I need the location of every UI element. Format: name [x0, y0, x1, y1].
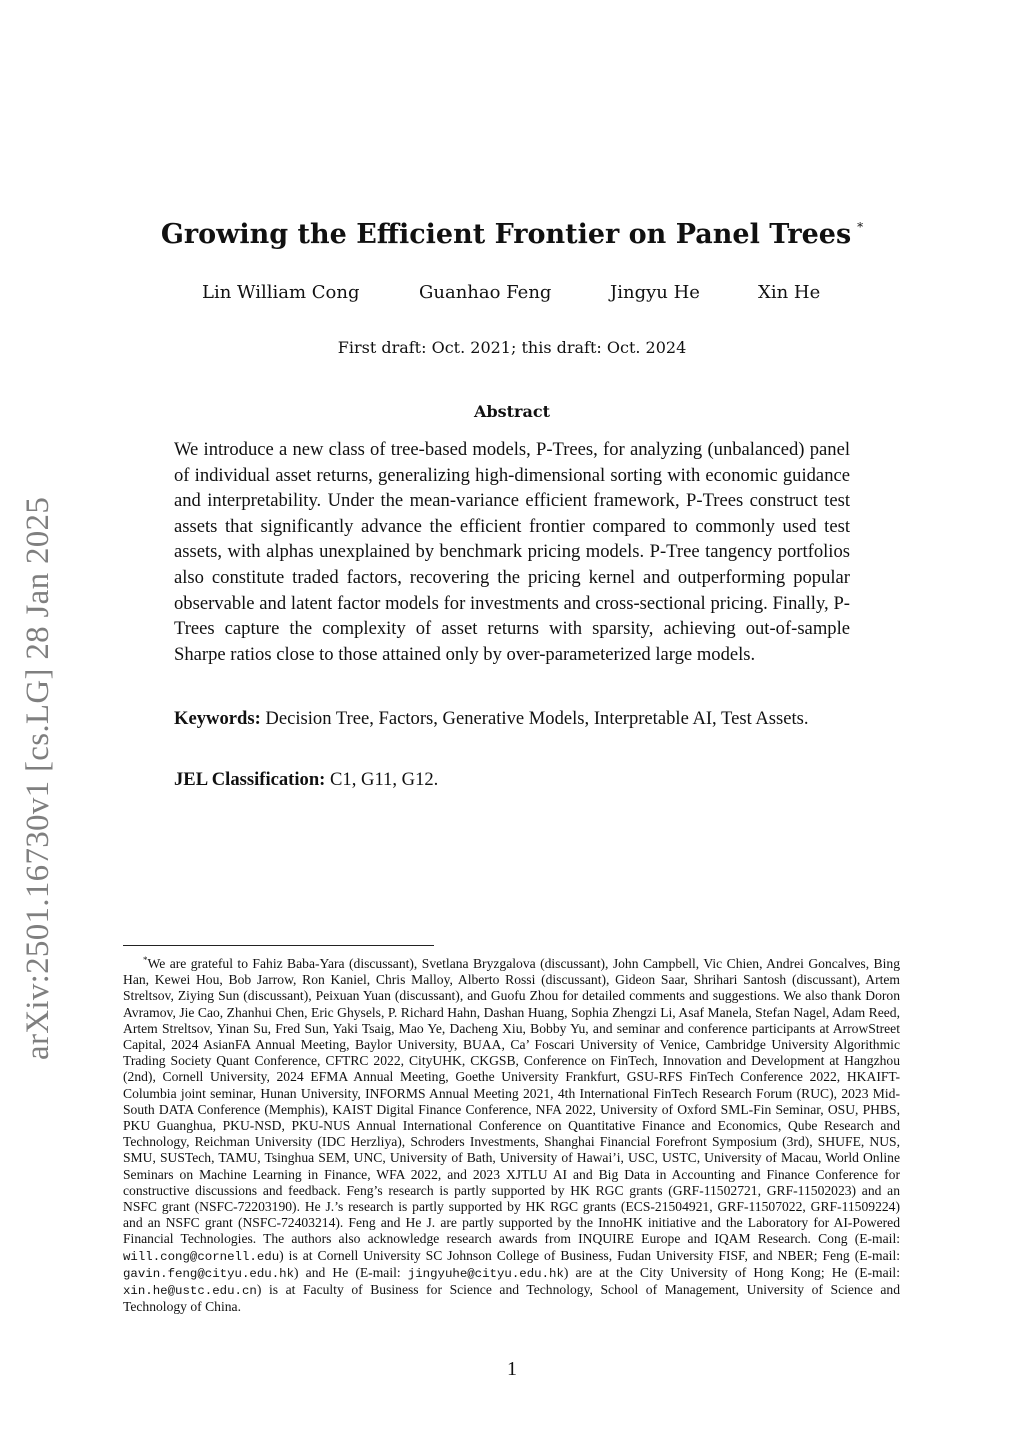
email-cong[interactable]: will.cong@cornell.edu: [123, 1249, 280, 1264]
footnote-text-4: ) are at the City University of Hong Kong; He (E-mail:: [563, 1264, 900, 1280]
footnote-text-5: ) is at Faculty of Business for Science and Technology, School of Management, University of Science and Technology of China.: [123, 1282, 900, 1315]
author-2: Guanhao Feng: [419, 282, 552, 303]
title-footnote-mark: *: [857, 220, 864, 234]
author-3: Jingyu He: [610, 282, 700, 303]
arxiv-identifier-stamp: arXiv:2501.16730v1 [cs.LG] 28 Jan 2025: [20, 496, 56, 1060]
email-feng[interactable]: gavin.feng@cityu.edu.hk: [123, 1266, 295, 1281]
jel-classification-line: [174, 767, 850, 793]
paper-title-text: Growing the Efficient Frontier on Panel Trees: [160, 219, 852, 250]
jel-text: C1, G11, G12.: [330, 769, 439, 790]
abstract-body: We introduce a new class of tree-based models, P-Trees, for analyzing (unbalanced) panel of individual asset returns, generalizing high-dimensional sorting with economic guidance and interpretability. Under the mean-variance efficient framework, P-Trees construct test assets that significantly advance the efficient frontier compared to commonly used test assets, with alphas unexplained by benchmark pricing models. P-Tree tangency portfolios also constitute traded factors, recovering the pricing kernel and outperforming popular observable and latent factor models for investments and cross-sectional pricing. Finally, P-Trees capture the complexity of asset returns with sparsity, achieving out-of-sample Sharpe ratios close to those attained only by over-parameterized large models.: [174, 439, 850, 665]
footnote-divider: [123, 945, 434, 946]
author-1: Lin William Cong: [202, 282, 360, 303]
keywords-text: Decision Tree, Factors, Generative Models, Interpretable AI, Test Assets.: [265, 708, 809, 729]
footnote-mark: *: [143, 955, 148, 965]
footnote-text-3: ) and He (E-mail:: [294, 1264, 408, 1280]
page-number: 1: [507, 1358, 517, 1380]
jel-label: JEL Classification:: [174, 769, 326, 790]
keywords-label: Keywords:: [174, 708, 261, 729]
acknowledgements-footnote: [123, 952, 900, 1315]
footnote-text-2: ) is at Cornell University SC Johnson College of Business, Fudan University FISF, and NBER; Feng (E-mail:: [279, 1247, 900, 1263]
abstract-heading: Abstract: [474, 402, 550, 421]
author-4: Xin He: [758, 282, 821, 303]
email-he-xin[interactable]: xin.he@ustc.edu.cn: [123, 1284, 257, 1299]
email-he-jingyu[interactable]: jingyuhe@cityu.edu.hk: [407, 1266, 564, 1281]
draft-date-line: First draft: Oct. 2021; this draft: Oct. 2024: [337, 338, 687, 357]
paper-title: [0, 219, 1024, 250]
footnote-text-1: We are grateful to Fahiz Baba-Yara (discussant), Svetlana Bryzgalova (discussant), John Campbell, Vic Chien, Andrei Goncalves, Bing Han, Kewei Hou, Bob Jarrow, Ron Kaniel, Chris Malloy, Alberto Rossi (discussant), Gideon Saar, Shrihari Santosh (discussant), Artem Streltsov, Ziying Sun (discussant), Peixuan Yuan (discussant), and Guofu Zhou for detailed comments and suggestions. We also thank Doron Avramov, Jie Cao, Zhanhui Chen, Eric Ghysels, P. Richard Hahn, Dashan Huang, Sophia Zhengzi Li, Asaf Manela, Stefan Nagel, Adam Reed, Artem Streltsov, Yinan Su, Fred Sun, Yaki Tsaig, Mao Ye, Dacheng Xiu, Bobby Yu, and seminar and conference participants at ArrowStreet Capital, 2024 AsianFA Annual Meeting, Baylor University, BUAA, Ca’ Foscari University of Venice, Cambridge University Algorithmic Trading Society Quant Conference, CFTRC 2022, CityUHK, CKGSB, Conference on FinTech, Innovation and Development at Hangzhou (2nd), Cornell University, 2024 EFMA Annual Meeting, Goethe University Frankfurt, GSU-RFS FinTech Conference 2022, HKAIFT-Columbia joint seminar, Hunan University, INFORMS Annual Meeting 2021, 4th International FinTech Research Forum (RUC), 2023 Mid-South DATA Conference (Memphis), KAIST Digital Finance Conference, NFA 2022, University of Oxford SML-Fin Seminar, OSU, PHBS, PKU Guanghua, PKU-NSD, PKU-NUS Annual International Conference on Quantitative Finance and Economics, Qube Research and Technology, Reichman University (IDC Herzliya), Schroders Investments, Shanghai Financial Forefront Symposium (3rd), SHUFE, NUS, SMU, SUSTech, TAMU, Tsinghua SEM, UNC, University of Bath, University of Hawai’i, USC, USTC, University of Macau, World Online Seminars on Machine Learning in Finance, WFA 2022, and 2023 XJTLU AI and Big Data in Accounting and Finance Conference for constructive discussions and feedback. Feng’s research is partly supported by HK RGC grants (GRF-11502721, GRF-11502023) and an NSFC grant (NSFC-72203190). He J.’s research is partly supported by HK RGC grants (ECS-21504921, GRF-11507022, GRF-11509224) and an NSFC grant (NSFC-72403214). Feng and He J. are partly supported by the InnoHK initiative and the Laboratory for AI-Powered Financial Technologies. The authors also acknowledge research awards from INQUIRE Europe and IQAM Research. Cong (E-mail:: [123, 956, 900, 1247]
keywords-line: [174, 706, 850, 732]
